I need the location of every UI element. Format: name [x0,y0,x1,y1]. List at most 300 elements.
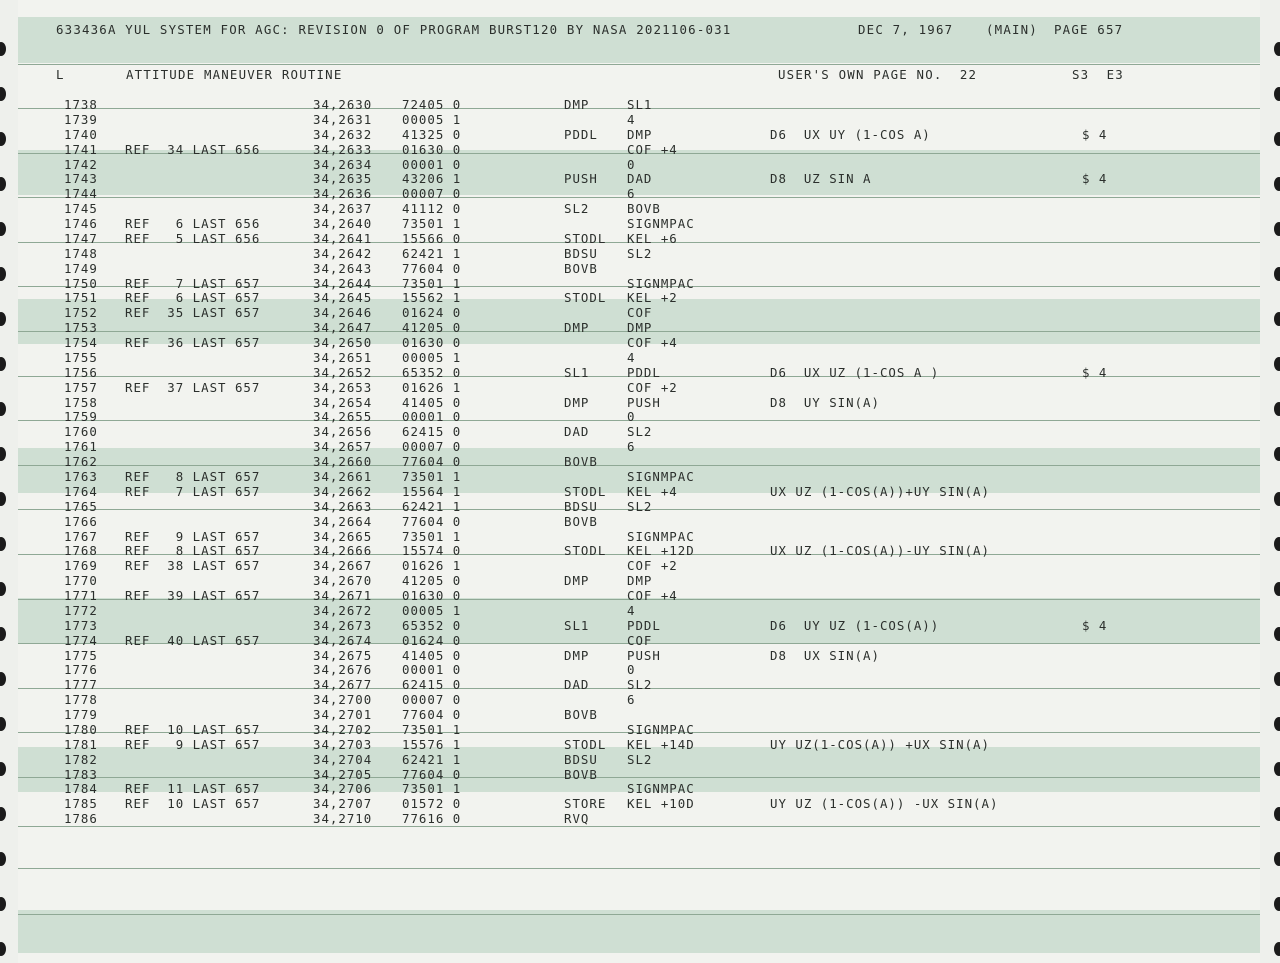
operand: COF +2 [627,380,678,395]
octal-word: 77604 0 [402,767,462,782]
address: 34,2710 [313,811,373,826]
paper-rule [18,465,1260,466]
octal-word: 73501 1 [402,276,462,291]
feed-hole-icon [1274,762,1280,776]
octal-word: 73501 1 [402,529,462,544]
line-number: 1750 [64,276,98,291]
ref-column: REF 8 LAST 657 [125,469,261,484]
ref-column: REF 37 LAST 657 [125,380,261,395]
line-number: 1768 [64,543,98,558]
ref-column: REF 34 LAST 656 [125,142,261,157]
line-number: 1773 [64,618,98,633]
address: 34,2675 [313,648,373,663]
listing-type-code: L [56,67,65,82]
comment: UX UZ (1-COS(A))+UY SIN(A) [770,484,990,499]
address: 34,2650 [313,335,373,350]
operand: SIGNMPAC [627,722,695,737]
octal-word: 65352 0 [402,365,462,380]
address: 34,2640 [313,216,373,231]
feed-hole-icon [1274,312,1280,326]
operand: 4 [627,603,636,618]
address: 34,2647 [313,320,373,335]
feed-hole-icon [0,42,6,56]
line-number: 1772 [64,603,98,618]
address: 34,2655 [313,409,373,424]
octal-word: 62415 0 [402,424,462,439]
line-number: 1749 [64,261,98,276]
comment: UY UZ (1-COS(A)) -UX SIN(A) [770,796,999,811]
feed-hole-icon [1274,42,1280,56]
header-date: DEC 7, 1967 [858,22,954,37]
line-number: 1780 [64,722,98,737]
operand: SIGNMPAC [627,216,695,231]
address: 34,2701 [313,707,373,722]
ref-column: REF 11 LAST 657 [125,781,261,796]
line-number: 1769 [64,558,98,573]
ref-column: REF 38 LAST 657 [125,558,261,573]
octal-word: 62415 0 [402,677,462,692]
line-number: 1739 [64,112,98,127]
operand: SL2 [627,677,653,692]
paper-rule [18,826,1260,827]
octal-word: 77616 0 [402,811,462,826]
feed-hole-icon [0,132,6,146]
octal-word: 73501 1 [402,722,462,737]
opcode: DMP [564,648,590,663]
address: 34,2654 [313,395,373,410]
address: 34,2632 [313,127,373,142]
feed-hole-icon [0,672,6,686]
feed-hole-icon [1274,222,1280,236]
address: 34,2641 [313,231,373,246]
address: 34,2633 [313,142,373,157]
opcode: BOVB [564,261,598,276]
address: 34,2703 [313,737,373,752]
address: 34,2662 [313,484,373,499]
octal-word: 01630 0 [402,142,462,157]
comment: UX UZ (1-COS(A))-UY SIN(A) [770,543,990,558]
paper-rule [18,64,1260,65]
line-number: 1781 [64,737,98,752]
line-number: 1778 [64,692,98,707]
line-number: 1777 [64,677,98,692]
operand: 4 [627,350,636,365]
feed-hole-icon [0,447,6,461]
address: 34,2653 [313,380,373,395]
address: 34,2637 [313,201,373,216]
address: 34,2656 [313,424,373,439]
octal-word: 01624 0 [402,633,462,648]
line-number: 1775 [64,648,98,663]
operand: COF [627,305,653,320]
line-number: 1743 [64,171,98,186]
feed-hole-icon [1274,267,1280,281]
operand: COF [627,633,653,648]
octal-word: 73501 1 [402,469,462,484]
operand: COF +4 [627,588,678,603]
opcode: DMP [564,320,590,335]
opcode: PDDL [564,127,598,142]
line-number: 1776 [64,662,98,677]
octal-word: 41112 0 [402,201,462,216]
line-number: 1759 [64,409,98,424]
opcode: BDSU [564,752,598,767]
opcode: STODL [564,484,607,499]
address: 34,2665 [313,529,373,544]
octal-word: 62421 1 [402,752,462,767]
feed-hole-icon [0,357,6,371]
feed-hole-icon [0,627,6,641]
operand: SL2 [627,752,653,767]
operand: 6 [627,439,636,454]
operand: KEL +4 [627,484,678,499]
ref-column: REF 7 LAST 657 [125,484,261,499]
octal-word: 01630 0 [402,335,462,350]
operand: SL1 [627,97,653,112]
feed-hole-icon [0,267,6,281]
line-number: 1741 [64,142,98,157]
operand: 0 [627,409,636,424]
line-number: 1771 [64,588,98,603]
opcode: SL1 [564,618,590,633]
feed-hole-icon [0,222,6,236]
operand: SL2 [627,499,653,514]
operand: 0 [627,157,636,172]
address: 34,2704 [313,752,373,767]
operand: KEL +2 [627,290,678,305]
paper-band [18,910,1260,953]
line-number: 1765 [64,499,98,514]
octal-word: 00007 0 [402,439,462,454]
paper-rule [18,914,1260,915]
opcode: BOVB [564,767,598,782]
octal-word: 01626 1 [402,558,462,573]
line-number: 1763 [64,469,98,484]
operand: KEL +10D [627,796,695,811]
line-number: 1753 [64,320,98,335]
line-number: 1762 [64,454,98,469]
operand: DMP [627,320,653,335]
octal-word: 15566 0 [402,231,462,246]
comment: D8 UY SIN(A) [770,395,880,410]
feed-hole-icon [0,492,6,506]
line-number: 1752 [64,305,98,320]
octal-word: 15562 1 [402,290,462,305]
octal-word: 77604 0 [402,707,462,722]
feed-hole-icon [0,177,6,191]
ref-column: REF 36 LAST 657 [125,335,261,350]
address: 34,2666 [313,543,373,558]
comment: D8 UZ SIN A [770,171,872,186]
feed-hole-icon [0,537,6,551]
line-number: 1766 [64,514,98,529]
operand: KEL +14D [627,737,695,752]
header-section: (MAIN) [986,22,1038,37]
feed-hole-icon [1274,402,1280,416]
user-page-number: USER'S OWN PAGE NO. 22 [778,67,978,82]
operand: SIGNMPAC [627,781,695,796]
operand: SL2 [627,246,653,261]
comment: D8 UX SIN(A) [770,648,880,663]
operand: 4 [627,112,636,127]
address: 34,2631 [313,112,373,127]
ref-column: REF 9 LAST 657 [125,529,261,544]
header-title: 633436A YUL SYSTEM FOR AGC: REVISION 0 OF PROGRAM BURST120 BY NASA 2021106-031 [56,22,732,37]
ref-column: REF 10 LAST 657 [125,722,261,737]
line-number: 1770 [64,573,98,588]
address: 34,2672 [313,603,373,618]
address: 34,2674 [313,633,373,648]
feed-hole-icon [1274,897,1280,911]
address: 34,2663 [313,499,373,514]
feed-hole-icon [0,852,6,866]
line-number: 1744 [64,186,98,201]
octal-word: 41405 0 [402,648,462,663]
feed-hole-icon [0,762,6,776]
octal-word: 41405 0 [402,395,462,410]
operand: SIGNMPAC [627,529,695,544]
operand: SIGNMPAC [627,276,695,291]
line-number: 1784 [64,781,98,796]
line-number: 1761 [64,439,98,454]
ref-column: REF 5 LAST 656 [125,231,261,246]
line-number: 1767 [64,529,98,544]
operand: 0 [627,662,636,677]
octal-word: 00007 0 [402,692,462,707]
operand: DMP [627,573,653,588]
address: 34,2702 [313,722,373,737]
feed-hole-icon [1274,492,1280,506]
feed-hole-icon [0,87,6,101]
operand: SL2 [627,424,653,439]
opcode: DAD [564,677,590,692]
octal-word: 65352 0 [402,618,462,633]
address: 34,2667 [313,558,373,573]
address: 34,2642 [313,246,373,261]
flag: $ 4 [1082,365,1108,380]
octal-word: 00001 0 [402,662,462,677]
octal-word: 00007 0 [402,186,462,201]
line-number: 1783 [64,767,98,782]
octal-word: 00005 1 [402,112,462,127]
opcode: BOVB [564,707,598,722]
octal-word: 01630 0 [402,588,462,603]
address: 34,2644 [313,276,373,291]
line-number: 1746 [64,216,98,231]
feed-hole-icon [1274,447,1280,461]
line-number: 1760 [64,424,98,439]
address: 34,2652 [313,365,373,380]
address: 34,2706 [313,781,373,796]
paper-rule [18,420,1260,421]
feed-hole-icon [1274,672,1280,686]
paper-rule [18,777,1260,778]
octal-word: 00001 0 [402,157,462,172]
line-number: 1755 [64,350,98,365]
ref-column: REF 8 LAST 657 [125,543,261,558]
address: 34,2634 [313,157,373,172]
octal-word: 77604 0 [402,454,462,469]
feed-hole-icon [1274,132,1280,146]
line-number: 1754 [64,335,98,350]
opcode: BDSU [564,499,598,514]
line-number: 1786 [64,811,98,826]
address: 34,2636 [313,186,373,201]
opcode: BDSU [564,246,598,261]
feed-hole-icon [1274,537,1280,551]
address: 34,2660 [313,454,373,469]
opcode: SL1 [564,365,590,380]
opcode: SL2 [564,201,590,216]
ref-column: REF 35 LAST 657 [125,305,261,320]
line-number: 1747 [64,231,98,246]
feed-hole-icon [1274,807,1280,821]
opcode: RVQ [564,811,590,826]
operand: COF +4 [627,335,678,350]
ref-column: REF 9 LAST 657 [125,737,261,752]
octal-word: 00005 1 [402,350,462,365]
address: 34,2651 [313,350,373,365]
octal-word: 01624 0 [402,305,462,320]
octal-word: 77604 0 [402,514,462,529]
octal-word: 41205 0 [402,320,462,335]
operand: PUSH [627,648,661,663]
octal-word: 01626 1 [402,380,462,395]
paper-rule [18,868,1260,869]
flag: $ 4 [1082,171,1108,186]
line-number: 1742 [64,157,98,172]
operand: DMP [627,127,653,142]
feed-hole-icon [1274,177,1280,191]
ref-column: REF 6 LAST 657 [125,290,261,305]
line-number: 1779 [64,707,98,722]
opcode: BOVB [564,454,598,469]
comment: D6 UX UZ (1-COS A ) [770,365,940,380]
address: 34,2700 [313,692,373,707]
octal-word: 15576 1 [402,737,462,752]
feed-hole-icon [0,312,6,326]
opcode: DMP [564,395,590,410]
feed-hole-icon [1274,717,1280,731]
operand: DAD [627,171,653,186]
line-number: 1740 [64,127,98,142]
feed-hole-icon [1274,852,1280,866]
octal-word: 41205 0 [402,573,462,588]
line-number: 1782 [64,752,98,767]
address: 34,2635 [313,171,373,186]
address: 34,2676 [313,662,373,677]
flag: $ 4 [1082,618,1108,633]
opcode: STODL [564,737,607,752]
ref-column: REF 6 LAST 656 [125,216,261,231]
operand: 6 [627,186,636,201]
listing-codes: S3 E3 [1072,67,1124,82]
line-number: 1774 [64,633,98,648]
feed-hole-icon [1274,87,1280,101]
opcode: DMP [564,97,590,112]
address: 34,2646 [313,305,373,320]
octal-word: 62421 1 [402,499,462,514]
feed-hole-icon [0,582,6,596]
flag: $ 4 [1082,127,1108,142]
ref-column: REF 40 LAST 657 [125,633,261,648]
opcode: STODL [564,231,607,246]
line-number: 1764 [64,484,98,499]
operand: SIGNMPAC [627,469,695,484]
address: 34,2661 [313,469,373,484]
address: 34,2673 [313,618,373,633]
operand: KEL +6 [627,231,678,246]
octal-word: 73501 1 [402,781,462,796]
ref-column: REF 7 LAST 657 [125,276,261,291]
operand: 6 [627,692,636,707]
opcode: DMP [564,573,590,588]
address: 34,2677 [313,677,373,692]
line-number: 1756 [64,365,98,380]
opcode: STORE [564,796,607,811]
operand: COF +2 [627,558,678,573]
octal-word: 41325 0 [402,127,462,142]
line-number: 1758 [64,395,98,410]
address: 34,2657 [313,439,373,454]
feed-hole-icon [0,807,6,821]
octal-word: 01572 0 [402,796,462,811]
octal-word: 00001 0 [402,409,462,424]
opcode: DAD [564,424,590,439]
feed-hole-icon [1274,357,1280,371]
comment: D6 UX UY (1-COS A) [770,127,931,142]
line-number: 1738 [64,97,98,112]
octal-word: 73501 1 [402,216,462,231]
address: 34,2705 [313,767,373,782]
opcode: STODL [564,290,607,305]
ref-column: REF 39 LAST 657 [125,588,261,603]
address: 34,2643 [313,261,373,276]
address: 34,2664 [313,514,373,529]
operand: PDDL [627,365,661,380]
line-number: 1748 [64,246,98,261]
feed-hole-icon [0,402,6,416]
paper-rule [18,197,1260,198]
address: 34,2630 [313,97,373,112]
comment: D6 UY UZ (1-COS(A)) [770,618,940,633]
octal-word: 77604 0 [402,261,462,276]
address: 34,2671 [313,588,373,603]
feed-hole-icon [0,897,6,911]
address: 34,2645 [313,290,373,305]
operand: KEL +12D [627,543,695,558]
operand: PDDL [627,618,661,633]
line-number: 1745 [64,201,98,216]
header-page: PAGE 657 [1054,22,1124,37]
line-number: 1785 [64,796,98,811]
comment: UY UZ(1-COS(A)) +UX SIN(A) [770,737,990,752]
opcode: PUSH [564,171,598,186]
routine-title: ATTITUDE MANEUVER ROUTINE [126,67,343,82]
octal-word: 72405 0 [402,97,462,112]
feed-hole-icon [1274,582,1280,596]
octal-word: 15574 0 [402,543,462,558]
octal-word: 15564 1 [402,484,462,499]
operand: BOVB [627,201,661,216]
line-number: 1751 [64,290,98,305]
ref-column: REF 10 LAST 657 [125,796,261,811]
printout-paper [18,0,1260,963]
feed-hole-icon [1274,627,1280,641]
line-number: 1757 [64,380,98,395]
operand: COF +4 [627,142,678,157]
octal-word: 00005 1 [402,603,462,618]
